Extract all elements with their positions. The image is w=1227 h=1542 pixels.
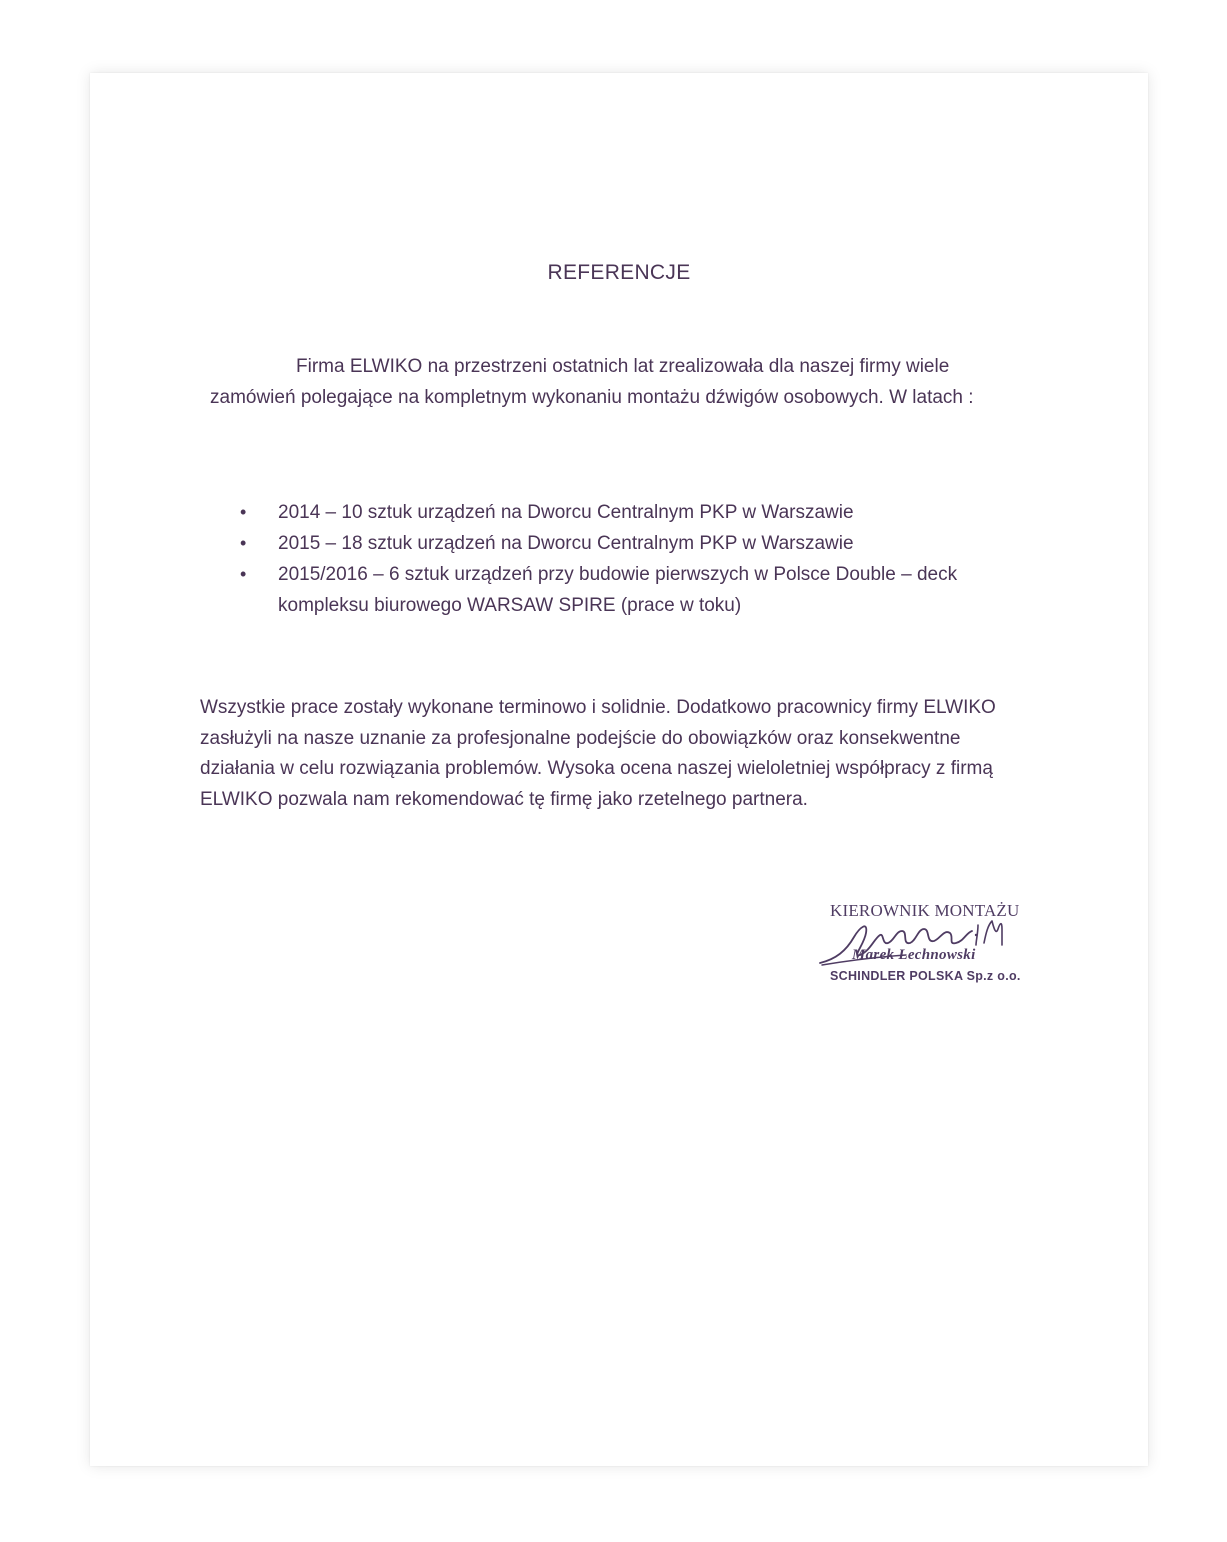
handwritten-signature xyxy=(816,899,1046,989)
intro-text: Firma ELWIKO na przestrzeni ostatnich lat zrealizowała dla naszej firmy wiele zamówień polegające na kompletnym wykonaniu montażu dźwigów osobowych. W latach : xyxy=(210,356,974,408)
document-page xyxy=(90,73,1148,1466)
bullet-icon: • xyxy=(240,502,247,522)
closing-paragraph: Wszystkie prace zostały wykonane terminowo i solidnie. Dodatkowo pracownicy firmy ELWIKO zasłużyli na nasze uznanie za profesjonalne podejście do obowiązków oraz konsekwentne działania w celu rozwiązania problemów. Wysoka ocena naszej wieloletniej współpracy z firmą ELWIKO pozwala nam rekomendować tę firmę jako rzetelnego partnera. xyxy=(200,697,996,810)
list-item-text: 2015/2016 – 6 sztuk urządzeń przy budowie pierwszych w Polsce Double – deck kompleksu biurowego WARSAW SPIRE (prace w toku) xyxy=(278,564,958,616)
list-item xyxy=(240,528,1040,559)
bullet-icon: • xyxy=(240,564,247,584)
list-item-text: 2015 – 18 sztuk urządzeń na Dworcu Centralnym PKP w Warszawie xyxy=(278,533,854,554)
stamp-company: SCHINDLER POLSKA Sp.z o.o. xyxy=(830,969,1021,983)
bullet-icon: • xyxy=(240,533,247,553)
signature-stamp xyxy=(816,899,1046,989)
intro-paragraph xyxy=(210,351,1040,413)
list-item xyxy=(240,559,1040,621)
list-item xyxy=(240,497,1040,528)
stamp-title: KIEROWNIK MONTAŻU xyxy=(830,901,1020,920)
document-title: REFERENCJE xyxy=(547,261,691,284)
years-list xyxy=(240,497,1040,621)
list-item-text: 2014 – 10 sztuk urządzeń na Dworcu Centralnym PKP w Warszawie xyxy=(278,502,854,523)
stamp-name: Marek Lechnowski xyxy=(852,947,976,963)
